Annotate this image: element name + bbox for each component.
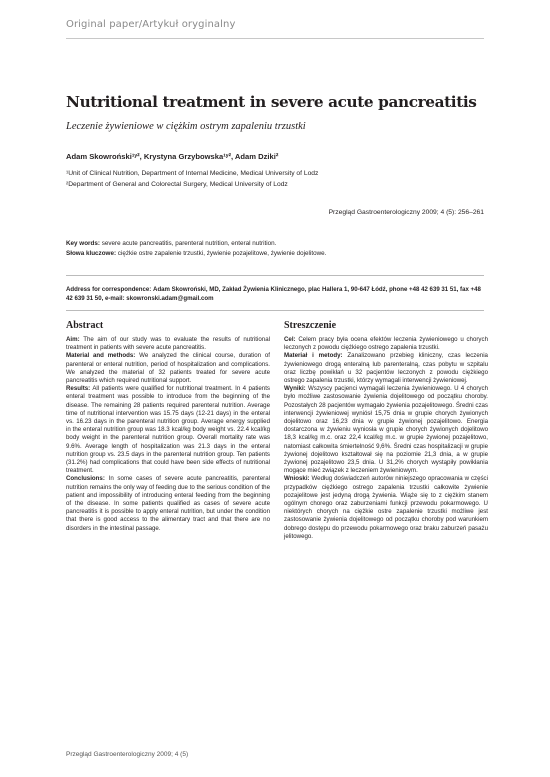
- keywords-text: severe acute pancreatitis, parenteral nutrition, enteral nutrition.: [101, 240, 277, 247]
- affiliation-2: ²Department of General and Colorectal Surgery, Medical University of Lodz: [66, 181, 288, 188]
- abstract-results-label: Results:: [66, 385, 91, 393]
- streszczenie-cel: [284, 336, 488, 352]
- streszczenie-cel-text: Celem pracy była ocena efektów leczenia żywieniowego u chorych leczonych z powodu ciężkiego ostrego zapalenia trzustki.: [284, 336, 488, 352]
- correspondence: [66, 285, 486, 304]
- streszczenie-column: [284, 320, 488, 541]
- streszczenie-heading: Streszczenie: [284, 320, 337, 331]
- article-subtitle: Leczenie żywieniowe w ciężkim ostrym zapaleniu trzustki: [66, 121, 306, 132]
- streszczenie-cel-label: Cel:: [284, 336, 296, 343]
- correspondence-text: Adam Skowroński, MD, Zakład Żywienia Klinicznego, plac Hallera 1, 90-647 Łódź, phone +48 42 639 31 51, fax +48 42 639 31 50, e-mail: skowronski.adam@gmail.com: [66, 286, 481, 303]
- abstract-aim-text: The aim of our study was to evaluate the results of nutritional treatment in patients with severe acute pancreatitis.: [66, 336, 270, 352]
- section-label: Original paper/Artykuł oryginalny: [66, 19, 236, 30]
- streszczenie-wyniki: [284, 385, 488, 475]
- abstract-results-text: All patients were qualified for nutritional treatment. In 4 patients enteral treatment was possible to introduce from the beginning of the disease. The remaining 28 patients required parenteral nutrition. Average time of nutritional intervention was 15.75 days (12-21 days) in the enteral vs. 16.23 days in the parenteral nutrition group. Average energy supplied in the enteral nutrition group was 18.3 kcal/kg body weight vs. 22.4 kcal/kg body weight in the parenteral nutrition group. Overall mortality rate was 9.6%. Average length of hospitalization was 21.3 days in the enteral nutrition group vs. 23.5 days in the parenteral nutrition group. Ten patients (31.2%) had complications that could have been side effects of nutritional treatment.: [66, 385, 270, 475]
- page-footer: Przegląd Gastroenterologiczny 2009; 4 (5): [66, 751, 189, 758]
- abstract-methods-text: We analyzed the clinical course, duration of parenteral or enteral nutrition, period of hospitalization and complications. We analyzed the material of 32 patients treated for severe acute pancreatitis which required nutritional support.: [66, 352, 270, 385]
- streszczenie-wnioski: [284, 475, 488, 541]
- streszczenie-wyniki-text: Wszyscy pacjenci wymagali leczenia żywieniowego. U 4 chorych było możliwe zastosowanie żywienia dojelitowego od początku choroby. Pozostałych 28 pacjentów wymagało żywienia pozajelitowego. Średni czas interwencji żywieniowej wyniósł 15,75 dnia w grupie chorych żywionych dojelitowo oraz 16,23 dnia w grupie żywionej pozajelitowo. Energia dostarczona w żywieniu wyniosła w grupie chorych żywionych dojelitowo 18,3 kcal/kg m.c. oraz 22,4 kcal/kg m.c. w grupie żywionej pozajelitowo, natomiast całkowita śmiertelność 9,6%. Średni czas hospitalizacji w grupie żywionej dojelitowo kształtował się na poziomie 21,3 dnia, a w grupie żywionej pozajelitowo 23,5 dnia. U 31,2% chorych wystąpiły powikłania mogące mieć związek z leczeniem żywieniowym.: [284, 385, 488, 475]
- affiliation-1: ¹Unit of Clinical Nutrition, Department of Internal Medicine, Medical University of Lodz: [66, 170, 319, 177]
- correspondence-label: Address for correspondence:: [66, 286, 152, 293]
- top-divider: [66, 38, 484, 39]
- keywords-pl-line: [66, 250, 486, 257]
- abstract-aim-label: Aim:: [66, 336, 80, 343]
- abstract-results: [66, 385, 270, 475]
- keywords-label: Key words:: [66, 240, 100, 247]
- abstract-aim: [66, 336, 270, 352]
- divider: [66, 310, 484, 311]
- journal-citation: Przegląd Gastroenterologiczny 2009; 4 (5): 256–261: [328, 209, 484, 216]
- abstract-conclusions: [66, 475, 270, 532]
- streszczenie-wnioski-label: Wnioski:: [284, 475, 310, 483]
- author-list: Adam Skowroński¹ʸ², Krystyna Grzybowska¹ʸ², Adam Dziki²: [66, 152, 279, 161]
- keywords-pl-label: Słowa kluczowe:: [66, 250, 117, 257]
- streszczenie-wyniki-label: Wyniki:: [284, 385, 306, 393]
- keywords-pl-text: ciężkie ostre zapalenie trzustki, żywienie pozajelitowe, żywienie dojelitowe.: [117, 250, 327, 257]
- abstract-column: [66, 320, 270, 533]
- abstract-heading: Abstract: [66, 320, 104, 331]
- abstract-conclusions-label: Conclusions:: [66, 475, 105, 483]
- abstract-methods: [66, 352, 270, 385]
- streszczenie-wnioski-text: Według doświadczeń autorów niniejszego opracowania w części przypadków ciężkiego ostrego zapalenia trzustki całkowite żywienie pozajelitowe jest jedyną drogą żywienia. Wiąże się to z ciężkim stanem ogólnym chorego oraz zaburzeniami funkcji przewodu pokarmowego. U niektórych chorych na ciężkie ostre zapalenie trzustki możliwe jest zastosowanie żywienia dojelitowego od początku choroby pod warunkiem dobrego dostępu do przewodu pokarmowego oraz braku zaburzeń pasażu jelitowego.: [284, 475, 488, 540]
- streszczenie-metody-text: Zanalizowano przebieg kliniczny, czas leczenia żywieniowego drogą enteralną lub parenteralną, czas pobytu w szpitalu oraz liczbę powikłań u 32 pacjentów leczonych z powodu ciężkiego ostrego zapalenia trzustki, którzy wymagali interwencji żywieniowej.: [284, 352, 488, 385]
- streszczenie-metody: [284, 352, 488, 385]
- streszczenie-metody-label: Materiał i metody:: [284, 352, 343, 360]
- divider: [66, 275, 484, 276]
- abstract-conclusions-text: In some cases of severe acute pancreatitis, parenteral nutrition remains the only way of feeding due to the serious condition of the patient and impossibility of introducing enteral feeding from the beginning of the disease. In some patients qualified as cases of severe acute pancreatitis it is possible to apply enteral nutrition, but under the condition that there is good access to the alimentary tract and that there are no disorders in the intestinal passage.: [66, 475, 270, 532]
- article-title: Nutritional treatment in severe acute pancreatitis: [66, 93, 477, 111]
- abstract-methods-label: Material and methods:: [66, 352, 136, 360]
- keywords-line: [66, 240, 486, 247]
